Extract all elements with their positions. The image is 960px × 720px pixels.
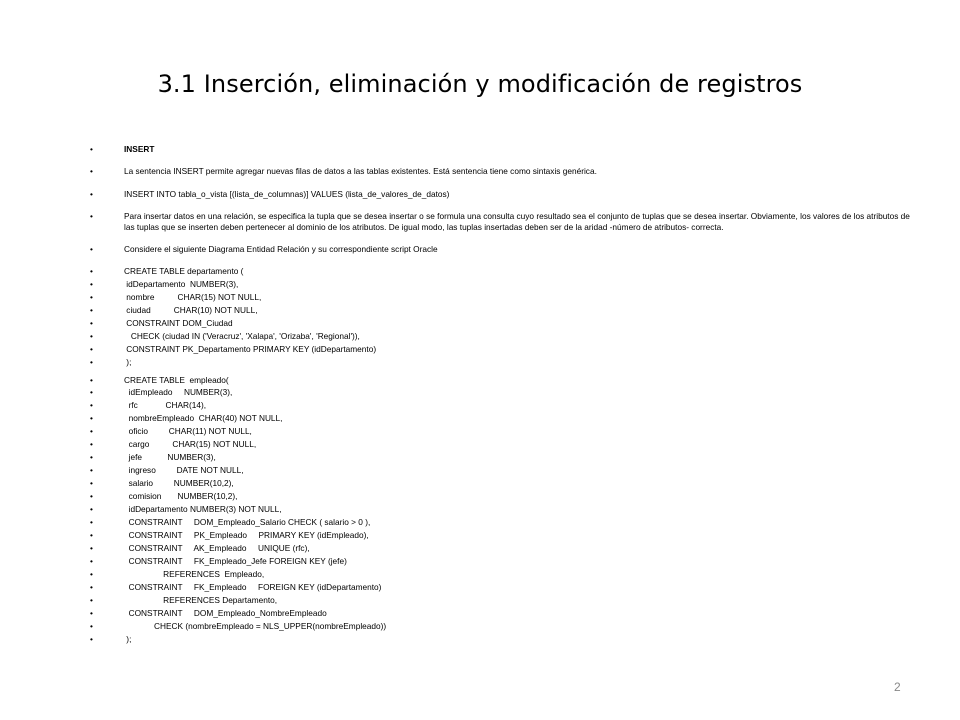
list-item bbox=[90, 318, 920, 328]
list-item bbox=[90, 400, 920, 410]
bullet-icon: • bbox=[90, 620, 93, 631]
list-item-text: CONSTRAINT PK_Departamento PRIMARY KEY (idDepartamento) bbox=[124, 344, 377, 355]
list-item bbox=[90, 244, 920, 254]
bullet-icon: • bbox=[90, 452, 93, 463]
list-item-text: REFERENCES Empleado, bbox=[124, 568, 265, 579]
list-item bbox=[90, 331, 920, 341]
list-item bbox=[90, 211, 920, 232]
list-item bbox=[90, 608, 920, 618]
bullet-icon: • bbox=[90, 400, 93, 411]
bullet-icon: • bbox=[90, 244, 93, 255]
bullet-icon: • bbox=[90, 279, 93, 290]
bullet-icon: • bbox=[90, 426, 93, 437]
list-item bbox=[90, 478, 920, 488]
list-item-text: rfc CHAR(14), bbox=[124, 400, 207, 411]
list-item bbox=[90, 305, 920, 315]
bullet-icon: • bbox=[90, 633, 93, 644]
bullet-icon: • bbox=[90, 305, 93, 316]
list-item bbox=[90, 413, 920, 423]
list-item-text: jefe NUMBER(3), bbox=[124, 452, 216, 463]
slide-title: 3.1 Inserción, eliminación y modificación de registros bbox=[157, 70, 803, 98]
list-item bbox=[90, 582, 920, 592]
list-item-text: CHECK (nombreEmpleado = NLS_UPPER(nombreEmpleado)) bbox=[124, 620, 387, 631]
bullet-icon: • bbox=[90, 594, 93, 605]
list-item-text: salario NUMBER(10,2), bbox=[124, 478, 234, 489]
bullet-icon: • bbox=[90, 166, 93, 177]
bullet-icon: • bbox=[90, 542, 93, 553]
bullet-icon: • bbox=[90, 555, 93, 566]
list-item-text: CONSTRAINT DOM_Empleado_Salario CHECK ( salario > 0 ), bbox=[124, 517, 371, 527]
list-item-text: nombre CHAR(15) NOT NULL, bbox=[124, 292, 262, 303]
list-item bbox=[90, 621, 920, 631]
list-item bbox=[90, 279, 920, 289]
list-item bbox=[90, 595, 920, 605]
list-item bbox=[90, 543, 920, 553]
list-item bbox=[90, 144, 920, 154]
bullet-icon: • bbox=[90, 491, 93, 502]
bullet-icon: • bbox=[90, 504, 93, 515]
list-item bbox=[90, 465, 920, 475]
list-item bbox=[90, 189, 920, 199]
list-item bbox=[90, 426, 920, 436]
bullet-icon: • bbox=[90, 465, 93, 476]
list-item-text: CONSTRAINT AK_Empleado UNIQUE (rfc), bbox=[124, 542, 310, 553]
bullet-icon: • bbox=[90, 331, 93, 342]
bullet-icon: • bbox=[90, 211, 93, 222]
list-item-text: Considere el siguiente Diagrama Entidad Relación y su correspondiente script Oracle bbox=[124, 244, 438, 255]
list-item bbox=[90, 344, 920, 354]
list-item bbox=[90, 556, 920, 566]
list-item-text: CONSTRAINT DOM_Ciudad bbox=[124, 318, 233, 329]
bullet-icon: • bbox=[90, 387, 93, 398]
list-item-text: nombreEmpleado CHAR(40) NOT NULL, bbox=[124, 413, 283, 424]
list-item bbox=[90, 387, 920, 397]
list-item bbox=[90, 491, 920, 501]
bullet-icon: • bbox=[90, 581, 93, 592]
list-item-text: comision NUMBER(10,2), bbox=[124, 491, 238, 502]
bullet-icon: • bbox=[90, 478, 93, 489]
list-item-text: cargo CHAR(15) NOT NULL, bbox=[124, 439, 257, 450]
bullet-icon: • bbox=[90, 568, 93, 579]
list-item-text: ciudad CHAR(10) NOT NULL, bbox=[124, 305, 258, 316]
list-item bbox=[90, 634, 920, 644]
list-item-text: La sentencia INSERT permite agregar nuevas filas de datos a las tablas existentes. Está sentencia tiene como sintaxis genérica. bbox=[124, 166, 597, 177]
bullet-icon: • bbox=[90, 266, 93, 277]
list-item bbox=[90, 357, 920, 367]
list-item bbox=[90, 452, 920, 462]
bullet-icon: • bbox=[90, 374, 93, 385]
list-item-text: CREATE TABLE departamento ( bbox=[124, 266, 244, 277]
list-item-text: oficio CHAR(11) NOT NULL, bbox=[124, 426, 252, 437]
list-item bbox=[90, 166, 920, 176]
list-item-text: ingreso DATE NOT NULL, bbox=[124, 465, 244, 476]
list-item bbox=[90, 439, 920, 449]
list-item-text: CONSTRAINT PK_Empleado PRIMARY KEY (idEmpleado), bbox=[124, 529, 369, 540]
list-item bbox=[90, 266, 920, 276]
list-item-text: idDepartamento NUMBER(3) NOT NULL, bbox=[124, 504, 282, 515]
bullet-icon: • bbox=[90, 357, 93, 368]
list-item-text: INSERT bbox=[124, 144, 155, 154]
list-item bbox=[90, 375, 920, 385]
bullet-icon: • bbox=[90, 318, 93, 329]
list-item-text: Para insertar datos en una relación, se especifica la tupla que se desea insertar o se formula una consulta cuyo resultado sea el conjunto de tuplas que se desea insertar. Obviamente, los valores de los atributos de las tuplas que se inserten deben pertenecer al dominio de los atributos. De igual modo, las tuplas insertadas deben ser de la aridad -número de atributos- correcta. bbox=[124, 211, 913, 232]
bullet-list bbox=[90, 144, 920, 647]
bullet-icon: • bbox=[90, 344, 93, 355]
list-item-text: CONSTRAINT DOM_Empleado_NombreEmpleado bbox=[124, 607, 327, 618]
page-number: 2 bbox=[894, 680, 901, 694]
list-item bbox=[90, 504, 920, 514]
list-item bbox=[90, 517, 920, 527]
list-item-text: ); bbox=[124, 633, 132, 644]
bullet-icon: • bbox=[90, 607, 93, 618]
list-item-text: CONSTRAINT FK_Empleado FOREIGN KEY (idDepartamento) bbox=[124, 581, 382, 592]
list-item-text: ); bbox=[124, 357, 132, 368]
bullet-icon: • bbox=[90, 188, 93, 199]
bullet-icon: • bbox=[90, 529, 93, 540]
bullet-icon: • bbox=[90, 144, 93, 154]
bullet-icon: • bbox=[90, 439, 93, 450]
list-item-text: idEmpleado NUMBER(3), bbox=[124, 387, 233, 398]
list-item-text: REFERENCES Departamento, bbox=[124, 594, 278, 605]
list-item-text: idDepartamento NUMBER(3), bbox=[124, 279, 239, 290]
list-item bbox=[90, 292, 920, 302]
list-item-text: CREATE TABLE empleado( bbox=[124, 374, 229, 385]
list-item-text: CHECK (ciudad IN ('Veracruz', 'Xalapa', 'Orizaba', 'Regional')), bbox=[124, 331, 360, 342]
list-item bbox=[90, 530, 920, 540]
bullet-icon: • bbox=[90, 413, 93, 424]
list-item bbox=[90, 569, 920, 579]
list-item-text: CONSTRAINT FK_Empleado_Jefe FOREIGN KEY (jefe) bbox=[124, 555, 347, 566]
list-item-text: INSERT INTO tabla_o_vista [(lista_de_columnas)] VALUES (lista_de_valores_de_datos) bbox=[124, 188, 450, 199]
bullet-icon: • bbox=[90, 517, 93, 527]
bullet-icon: • bbox=[90, 292, 93, 303]
